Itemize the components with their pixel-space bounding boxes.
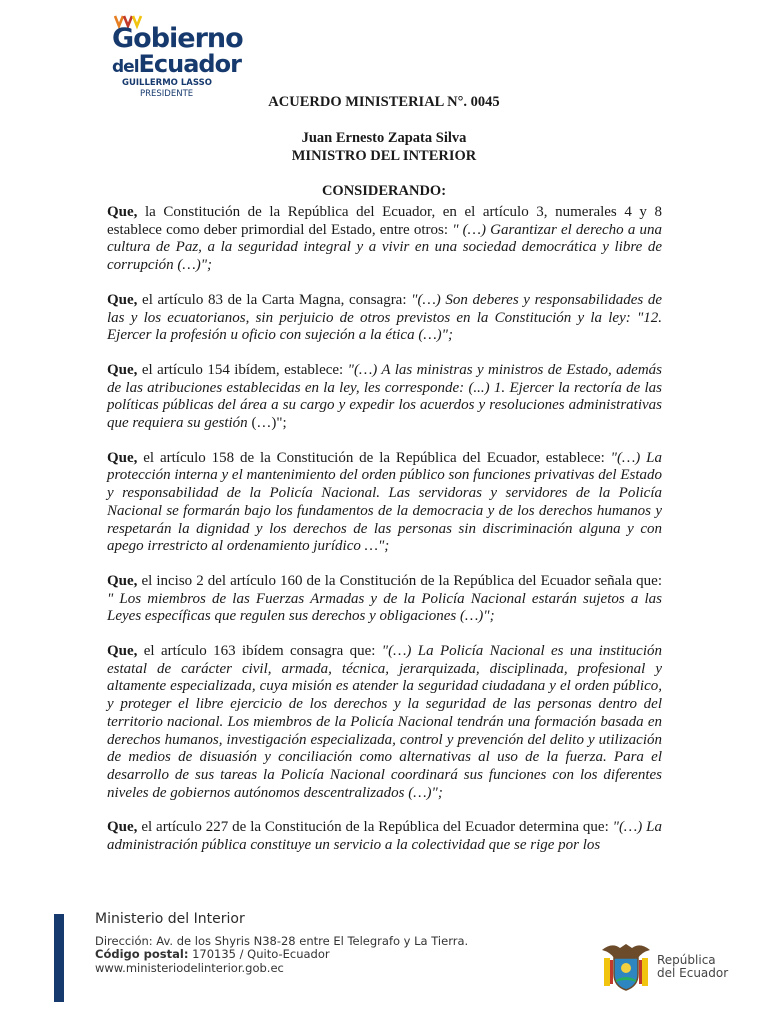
paragraph-quote: "(…) A las ministras y ministros de Estado, además de las atribuciones establecidas en la ley, les corresponde: (...) 1. Ejercer la rectoría de las políticas públicas del área a su cargo y expedir los acuerdos y resoluciones administrativas que requiera su gestión — [107, 361, 662, 432]
footer-postal-value: 170135 / Quito-Ecuador — [188, 947, 330, 961]
paragraph-text: la Constitución de la República del Ecuador, en el artículo 3, numerales 4 y 8 establece como deber primordial del Estado, entre otros: — [107, 204, 662, 238]
paragraph-text: el artículo 158 de la Constitución de la República del Ecuador, establece: — [137, 449, 611, 466]
paragraph-quote: "(…) La protección interna y el mantenimiento del orden público son funciones privativas del Estado y responsabilidad de la Policía Nacional. Las servidoras y servidores de la Policía Nacional se formarán bajo los fundamentos de la democracia y de los derechos humanos y respetarán la dignidad y los derechos de las personas sin discriminación alguna y con apego irrestricto al ordenamiento jurídico …"; — [107, 449, 662, 555]
republica-line-2: del Ecuador — [657, 966, 729, 980]
paragraph-lead: Que, — [107, 449, 138, 466]
paragraph-3 — [107, 362, 662, 433]
document-body — [107, 204, 662, 872]
footer-address: Dirección: Av. de los Shyris N38-28 entre El Telegrafo y La Tierra. — [95, 934, 469, 948]
paragraph-1 — [107, 204, 662, 275]
paragraph-quote: "(…) La administración pública constituye un servicio a la colectividad que se rige por los — [107, 819, 663, 854]
paragraph-quote: " (…) Garantizar el derecho a una cultura de Paz, a la seguridad integral y a vivir en una sociedad democrática y libre de corrupción (…)"; — [107, 221, 662, 274]
footer-postal-label: Código postal: — [95, 947, 189, 961]
paragraph-lead: Que, — [107, 361, 138, 378]
paragraph-lead: Que, — [107, 291, 138, 308]
minister-name: Juan Ernesto Zapata Silva — [301, 130, 467, 146]
footer-postal — [95, 947, 330, 962]
footer-accent-bar — [54, 914, 64, 1002]
paragraph-text: el artículo 83 de la Carta Magna, consagra: — [137, 291, 412, 308]
paragraph-text: el inciso 2 del artículo 160 de la Constitución de la República del Ecuador señala que: — [137, 572, 662, 589]
paragraph-5 — [107, 573, 662, 626]
paragraph-6 — [107, 643, 662, 802]
paragraph-text: el artículo 154 ibídem, establece: — [137, 361, 348, 378]
gobierno-logo — [104, 14, 243, 100]
minister-role: MINISTRO DEL INTERIOR — [291, 148, 477, 164]
paragraph-lead: Que, — [107, 643, 138, 660]
paragraph-text: el artículo 227 de la Constitución de la República del Ecuador determina que: — [137, 819, 613, 836]
footer-ministry: Ministerio del Interior — [95, 911, 245, 927]
republica-logo-text — [657, 954, 728, 980]
coat-of-arms-icon — [598, 936, 654, 992]
logo-line-ecuador — [112, 50, 241, 81]
logo-ecuador: Ecuador — [138, 50, 241, 78]
paragraph-4 — [107, 450, 662, 556]
logo-president-name: GUILLERMO LASSO — [122, 78, 212, 88]
paragraph-7 — [107, 819, 662, 854]
section-heading: CONSIDERANDO: — [321, 183, 447, 199]
paragraph-quote: "(…) Son deberes y responsabilidades de las y los ecuatorianos, sin perjuicio de otros previstos en la Constitución y la ley: "12. Ejercer la profesión u oficio con sujeción a la ética (…)"; — [107, 291, 662, 344]
paragraph-text: el artículo 163 ibídem consagra que: — [137, 643, 382, 660]
paragraph-lead: Que, — [107, 819, 138, 836]
paragraph-tail: (…)"; — [247, 415, 287, 432]
logo-del: del — [112, 57, 139, 77]
footer-website[interactable]: www.ministeriodelinterior.gob.ec — [95, 961, 284, 975]
logo-line-gobierno: Gobierno — [112, 23, 243, 54]
paragraph-quote: " Los miembros de las Fuerzas Armadas y de la Policía Nacional estarán sujetos a las Leyes específicas que regulen sus derechos y obligaciones (…)"; — [107, 590, 662, 625]
paragraph-quote: "(…) La Policía Nacional es una institución estatal de carácter civil, armada, técnica, jerarquizada, disciplinada, profesional y altamente especializada, cuya misión es atender la seguridad ciudadana y el orden público, y proteger el libre ejercicio de los derechos y la seguridad de las personas dentro del territorio nacional. Los miembros de la Policía Nacional tendrán una formación basada en derechos humanos, investigación especializada, control y prevención del delito y utilización de medios de disuasión y conciliación como alternativas al uso de la fuerza. Para el desarrollo de sus tareas la Policía Nacional coordinará sus funciones con los diferentes niveles de gobiernos autónomos descentralizados (…)"; — [107, 643, 662, 801]
document-title: ACUERDO MINISTERIAL N°. 0045 — [268, 94, 500, 110]
republica-line-1: República — [657, 953, 716, 967]
paragraph-lead: Que, — [107, 204, 138, 220]
paragraph-2 — [107, 292, 662, 345]
paragraph-lead: Que, — [107, 572, 138, 589]
logo-president-title: PRESIDENTE — [140, 89, 194, 99]
